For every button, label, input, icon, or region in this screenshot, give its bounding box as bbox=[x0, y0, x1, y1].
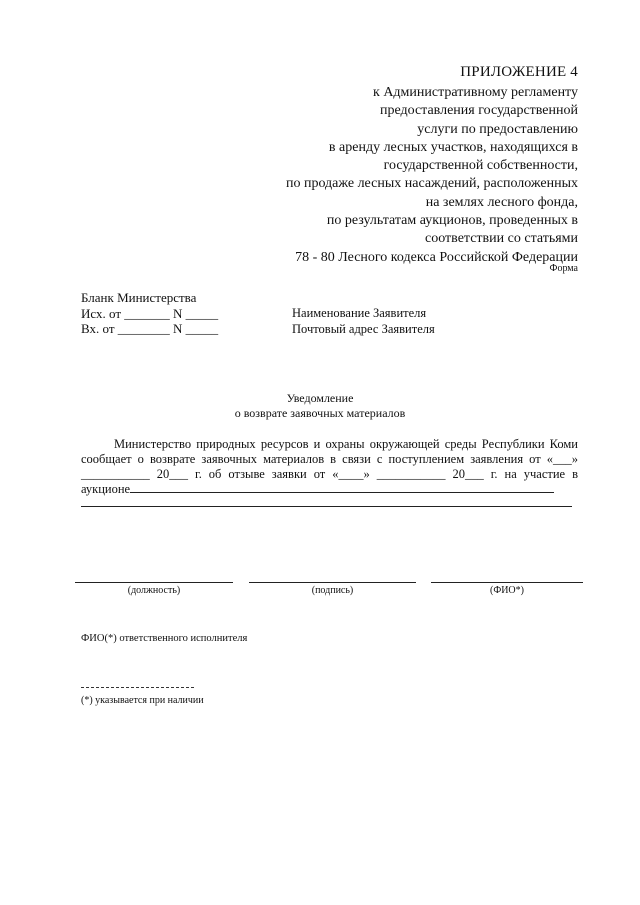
appendix-line: в аренду лесных участков, находящихся в bbox=[328, 139, 578, 155]
appendix-line: предоставления государственной bbox=[379, 103, 578, 119]
appendix-line: на землях лесного фонда, bbox=[425, 194, 578, 210]
outgoing-ref: Исх. от _______ N _____ bbox=[81, 305, 219, 321]
appendix-reference bbox=[218, 84, 578, 267]
footnote-rule bbox=[81, 687, 194, 688]
fio-caption: (ФИО*) bbox=[489, 585, 524, 596]
responsible-executor: ФИО(*) ответственного исполнителя bbox=[81, 633, 248, 644]
appendix-line: по продаже лесных насаждений, расположенных bbox=[285, 176, 578, 192]
applicant-address: Почтовый адрес Заявителя bbox=[292, 321, 435, 336]
ministry-blank-label: Бланк Министерства bbox=[81, 290, 197, 305]
appendix-line: государственной собственности, bbox=[383, 158, 578, 174]
appendix-line: услуги по предоставлению bbox=[417, 121, 578, 137]
notice-title-line2: о возврате заявочных материалов bbox=[234, 405, 406, 420]
signature-line bbox=[249, 582, 416, 583]
appendix-line: 78 - 80 Лесного кодекса Российской Федерации bbox=[295, 249, 578, 265]
appendix-line: к Административному регламенту bbox=[373, 85, 578, 100]
position-caption: (должность) bbox=[127, 585, 181, 596]
auction-name-field bbox=[130, 481, 554, 493]
appendix-title: ПРИЛОЖЕНИЕ 4 bbox=[460, 64, 578, 80]
signature-caption: (подпись) bbox=[311, 585, 354, 596]
applicant-name: Наименование Заявителя bbox=[292, 306, 427, 320]
body-continuation-rule bbox=[81, 506, 572, 507]
ministry-blank-block bbox=[81, 290, 218, 337]
notice-body-text: Министерство природных ресурсов и охраны окружающей среды Республики Коми сообщает о возврате заявочных материалов в связи с поступлением заявления от «___» ___________ 20___ г. об отзыве заявки от «____» ___________ 20___ г. на участие в аукционе bbox=[81, 437, 578, 497]
notice-title bbox=[0, 391, 640, 420]
notice-title-line1: Уведомление bbox=[286, 391, 354, 405]
appendix-line: по результатам аукционов, проведенных в bbox=[326, 213, 578, 229]
incoming-ref: Вх. от ________ N _____ bbox=[81, 321, 219, 336]
position-line bbox=[75, 582, 233, 583]
appendix-line: соответствии со статьями bbox=[425, 231, 578, 247]
notice-body bbox=[81, 437, 578, 497]
form-label: Форма bbox=[549, 263, 578, 274]
applicant-block bbox=[292, 306, 435, 337]
fio-line bbox=[431, 582, 583, 583]
footnote: (*) указывается при наличии bbox=[81, 695, 204, 706]
